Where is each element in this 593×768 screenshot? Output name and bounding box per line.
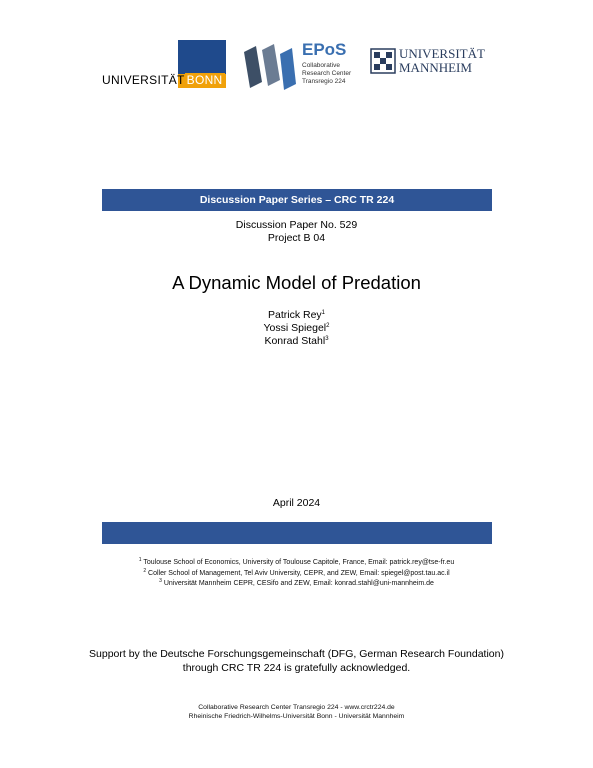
series-bar: Discussion Paper Series – CRC TR 224 [102,189,492,211]
page-footer: Collaborative Research Center Transregio 224 - www.crctr224.de Rheinische Friedrich-Wilhelms-Universität Bonn - Universität Mannheim [188,704,405,720]
support-statement: Support by the Deutsche Forschungsgemeinschaft (DFG, German Research Foundation) through CRC TR 224 is gratefully acknowledged. [89,648,504,674]
bonn-logo-box-text: BONN [186,73,223,87]
crest-icon [368,46,398,76]
footnotes [0,558,593,590]
university-bonn-logo [102,40,226,88]
mannheim-logo-line1: UNIVERSITÄT [399,46,485,61]
footnote-item: $^3$ Universität Mannheim CEPR, CESifo and ZEW, Email: konrad.stahl@uni-mannheim.de [159,578,434,587]
divider-bar [102,522,492,544]
footnote-item: $^2$ Coller School of Management, Tel Aviv University, CEPR, and ZEW, Email: spiegel@post.tau.ac.il [143,567,450,577]
epos-mark-icon [242,42,298,92]
epos-logo-subtitle: Collaborative Research Center Transregio 224 [302,62,352,85]
university-mannheim-logo [368,46,493,76]
paper-number: Discussion Paper No. 529 [235,219,358,231]
project-line: Project B 04 [267,232,326,244]
author-list [0,309,593,348]
epos-logo [242,40,352,92]
author-item: Konrad Stahl$^3$ [264,335,329,347]
footnote-item: $^1$ Toulouse School of Economics, University of Toulouse Capitole, France, Email: patrick.rey@tse-fr.eu [138,557,455,566]
author-item: Yossi Spiegel$^2$ [263,322,330,334]
paper-title: A Dynamic Model of Predation [172,272,421,293]
epos-logo-title: EPoS [302,40,347,59]
bonn-logo-text: UNIVERSITÄT [102,73,185,87]
author-item: Patrick Rey$^1$ [267,309,326,321]
paper-date: April 2024 [272,497,321,509]
mannheim-logo-line2: MANNHEIM [399,60,472,75]
